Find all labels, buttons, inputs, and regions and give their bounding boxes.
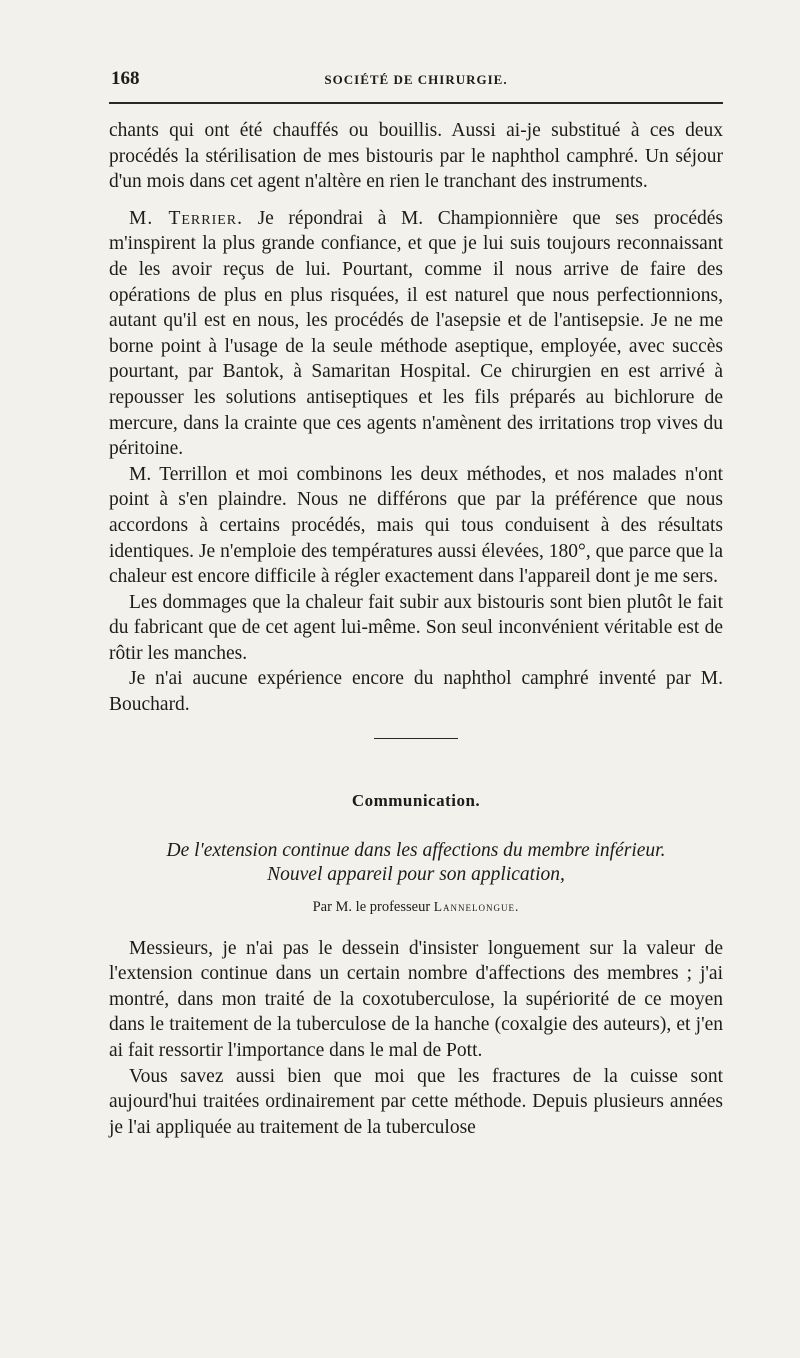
header-rule <box>109 102 723 104</box>
page-number: 168 <box>111 68 140 89</box>
article-title <box>109 839 723 887</box>
paragraph-continuation: chants qui ont été chauffés ou bouillis. Aussi ai-je substitué à ces deux procédés la stérilisation de mes bistouris par le naphthol camphré. Un séjour d'un mois dans cet agent n'altère en rien le tranchant des instruments. <box>109 120 723 193</box>
section-separator <box>374 738 458 739</box>
byline-author: Lannelongue. <box>433 898 520 914</box>
article-paragraph-1: Messieurs, je n'ai pas le dessein d'insister longuement sur la valeur de l'extension continue dans un certain nombre d'affections des membres ; j'ai montré, dans mon traité de la coxotuberculose, la supériorité de ce moyen dans le traitement de la tuberculose de la hanche (coxalgie des auteurs), et j'en ai fait ressortir l'importance dans le mal de Pott. <box>109 937 723 1062</box>
paragraph-terrier-text: Je répondrai à M. Championnière que ses procédés m'inspirent la plus grande confiance, et que je lui suis toujours reconnaissant de les avoir reçus de lui. Pourtant, comme il nous arrive de faire des opérations de plus en plus risquées, il est naturel que nous perfectionnions, autant qu'il est en nous, les procédés de l'asepsie et de l'antisepsie. Je ne me borne point à l'usage de la seule méthode aseptique, employée, avec succès pourtant, par Bantok, à Samaritan Hospital. Ce chirurgien en est arrivé à repousser les solutions antiseptiques et les fils préparés au bichlorure de mercure, dans la crainte que ces agents n'amènent des irritations trop vives du péritoine. <box>109 207 723 460</box>
speaker-name: M. Terrier. <box>129 207 244 229</box>
article-title-line-1: De l'extension continue dans les affections du membre inférieur. <box>166 839 666 861</box>
page-header <box>109 66 723 102</box>
paragraph-terrier <box>109 206 723 462</box>
byline-prefix: Par M. le professeur <box>312 898 434 915</box>
article-title-line-2: Nouvel appareil pour son application, <box>267 863 565 885</box>
paragraph-terrillon: M. Terrillon et moi combinons les deux méthodes, et nos malades n'ont point à s'en plaindre. Nous ne différons que par la préférence que nous accordons à certains procédés, mais qui tous conduisent à des résultats identiques. Je n'emploie des températures aussi élevées, 180°, que parce que la chaleur est encore difficile à régler exactement dans l'appareil dont je me sers. <box>109 463 723 588</box>
running-title: SOCIÉTÉ DE CHIRURGIE. <box>324 72 508 87</box>
article-paragraph-2: Vous savez aussi bien que moi que les fractures de la cuisse sont aujourd'hui traitées ordinairement par cette méthode. Depuis plusieurs années je l'ai appliquée au traitement de la tuberculose <box>109 1065 723 1138</box>
section-heading: Communication. <box>351 790 481 810</box>
document-page <box>109 66 723 1140</box>
byline <box>109 899 723 916</box>
paragraph-naphthol: Je n'ai aucune expérience encore du naphthol camphré inventé par M. Bouchard. <box>109 668 723 716</box>
paragraph-dommages: Les dommages que la chaleur fait subir aux bistouris sont bien plutôt le fait du fabricant que de cet agent lui-même. Son seul inconvénient véritable est de rôtir les manches. <box>109 591 723 664</box>
